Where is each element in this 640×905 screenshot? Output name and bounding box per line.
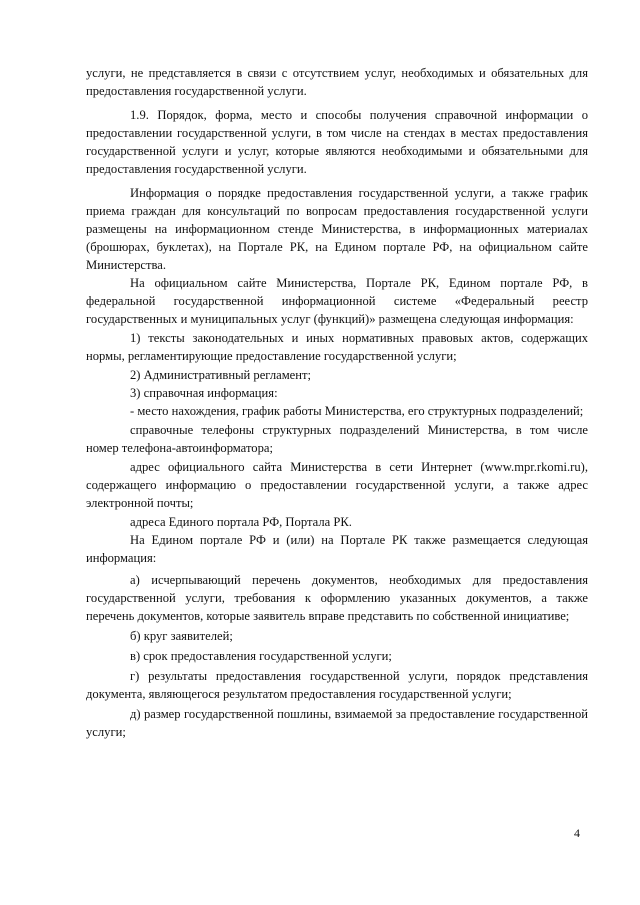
paragraph-info-order: Информация о порядке предоставления государственной услуги, а также график приема граждан для консультаций по вопросам предоставления государственной услуги размещены на информационном стенде Министерства, в информационных материалах (брошюрах, буклетах), на Портале РК, на Едином портале РФ, на официальном сайте Министерства. [86,186,588,272]
list-item-c-term: в) срок предоставления государственной услуги; [130,649,392,663]
list-item-legal-texts: 1) тексты законодательных и иных нормативных правовых актов, содержащих нормы, регламентирующие предоставление государственной услуги; [86,331,588,363]
page-number: 4 [574,826,580,840]
list-item-d-results: г) результаты предоставления государственной услуги, порядок представления документа, являющегося результатом предоставления государственной услуги; [86,669,588,701]
paragraph-section-1-9: 1.9. Порядок, форма, место и способы получения справочной информации о предоставлении государственной услуги, в том числе на стендах в местах предоставления государственной услуги и услуг, которые являются необходимыми и обязательными для предоставления государственной услуги. [86,108,588,176]
paragraph-official-site: На официальном сайте Министерства, Портале РК, Едином портале РФ, в федеральной государственной информационной системе «Федеральный реестр государственных и муниципальных услуг (функций)» размещена следующая информация: [86,276,588,326]
paragraph-portal-info: На Едином портале РФ и (или) на Портале РК также размещается следующая информация: [86,533,588,565]
list-item-reference-info: 3) справочная информация: [130,386,278,400]
list-item-b-applicants: б) круг заявителей; [130,629,233,643]
list-item-website: адрес официального сайта Министерства в сети Интернет (www.mpr.rkomi.ru), содержащего информацию о предоставлении государственной услуги, а также адрес электронной почты; [86,460,588,510]
list-item-e-fee: д) размер государственной пошлины, взимаемой за предоставление государственной услуги; [86,707,588,739]
list-item-admin-regulation: 2) Административный регламент; [130,368,312,382]
list-item-portal-addresses: адреса Единого портала РФ, Портала РК. [130,515,352,529]
document-page [86,64,588,741]
list-item-phones: справочные телефоны структурных подразделений Министерства, в том числе номер телефона-автоинформатора; [86,423,588,455]
paragraph-continuation: услуги, не представляется в связи с отсутствием услуг, необходимых и обязательных для предоставления государственной услуги. [86,66,588,98]
list-item-a-documents: а) исчерпывающий перечень документов, необходимых для предоставления государственной услуги, требования к оформлению указанных документов, а также перечень документов, которые заявитель вправе представить по собственной инициативе; [86,573,588,623]
list-item-location: - место нахождения, график работы Министерства, его структурных подразделений; [130,404,584,418]
